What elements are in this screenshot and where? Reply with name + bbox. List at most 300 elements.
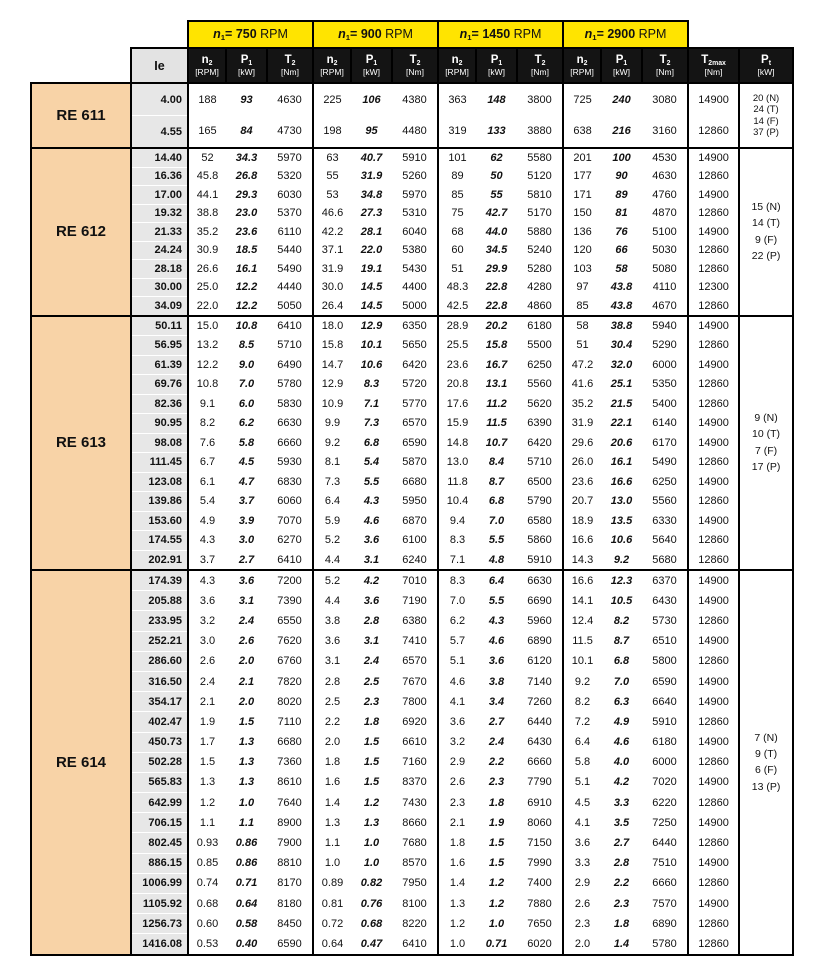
n2-cell: 5.4: [188, 492, 226, 512]
t2-cell: 6110: [277, 225, 302, 238]
t2-cell: 5910: [392, 148, 438, 167]
ie-cell: 21.33: [131, 223, 188, 242]
t2-cell: 7650: [527, 917, 552, 930]
t2-cell: 7150: [527, 837, 552, 850]
col-header-symbol: [602, 54, 641, 67]
column-header-row: [31, 48, 793, 83]
n2-cell: 4.4: [313, 550, 351, 570]
p1-cell: 0.76: [360, 897, 383, 910]
n2-cell: 101: [438, 148, 476, 167]
col-header-symbol: [439, 54, 475, 67]
n2-cell: 136: [563, 223, 601, 242]
p1-cell: 26.8: [235, 170, 258, 183]
t2-cell: 5560: [527, 378, 552, 391]
ie-cell: 174.39: [131, 570, 188, 591]
t2-cell: 7260: [527, 695, 552, 708]
p1-cell: 4.0: [613, 756, 630, 769]
symbol-base: T: [284, 54, 292, 67]
t2-cell: 5380: [402, 244, 427, 257]
n2-cell: 2.3: [563, 914, 601, 934]
t2-cell: 6000: [652, 756, 677, 769]
t2max-cell: 12860: [688, 204, 739, 223]
pt-cell: [739, 316, 793, 571]
symbol-subscript: 1: [623, 60, 628, 68]
pt-line: 15 (N): [751, 201, 781, 214]
t2-cell: 6570: [402, 417, 427, 430]
t2-cell: 6440: [527, 715, 552, 728]
pt-line: 22 (P): [751, 250, 781, 263]
ie-cell: 1006.99: [131, 873, 188, 893]
p1-cell: 29.9: [485, 262, 508, 275]
t2-cell: 6660: [277, 436, 302, 449]
t2-cell: 6830: [277, 475, 302, 488]
n2-cell: 35.2: [563, 394, 601, 414]
n2-cell: 63: [313, 148, 351, 167]
n2-cell: 10.9: [313, 394, 351, 414]
t2-cell: 6030: [277, 188, 302, 201]
p1-cell: 1.0: [363, 857, 380, 870]
n2-cell: 22.0: [188, 297, 226, 316]
n2-cell: 171: [563, 186, 601, 205]
p1-cell: 38.8: [601, 316, 642, 336]
table-row: [31, 732, 793, 752]
p1-cell: 1.8: [363, 715, 380, 728]
n2-cell: 0.64: [313, 934, 351, 955]
p1-cell: 4.3: [363, 495, 380, 508]
p1-cell: 3.9: [238, 514, 255, 527]
t2-cell: 5940: [642, 316, 688, 336]
n2-cell: 4.4: [313, 591, 351, 611]
p1-cell: 8.3: [363, 378, 380, 391]
p1-cell: 6.8: [488, 495, 505, 508]
table-row: [31, 148, 793, 167]
p1-cell: 2.2: [613, 877, 630, 890]
n2-cell: 3.3: [563, 853, 601, 873]
ie-cell: 886.15: [131, 853, 188, 873]
n2-cell: 2.6: [563, 894, 601, 914]
n2-cell: 1.0: [313, 853, 351, 873]
ie-cell: 82.36: [131, 394, 188, 414]
t2-cell: 7190: [402, 594, 427, 607]
p1-cell: 1.3: [238, 776, 255, 789]
t2-cell: 5830: [277, 397, 302, 410]
n2-cell: 25.5: [438, 336, 476, 356]
t2-cell: 6630: [517, 570, 563, 591]
t2-cell: 6570: [402, 655, 427, 668]
t2-cell: 5970: [267, 148, 313, 167]
ie-cell: 4.55: [131, 116, 188, 149]
t2-cell: 6410: [267, 316, 313, 336]
n2-cell: 25.0: [188, 278, 226, 297]
p1-cell: 10.6: [610, 534, 633, 547]
p1-cell: 8.7: [613, 635, 630, 648]
t2-cell: 7790: [527, 776, 552, 789]
pt-line: 7 (N): [754, 731, 778, 744]
n2-cell: 2.0: [563, 934, 601, 955]
t2-cell: 7620: [277, 635, 302, 648]
table-body: [31, 83, 793, 955]
p1-cell: 2.0: [238, 695, 255, 708]
col-header-symbol: [564, 54, 600, 67]
p1-cell: 3.4: [488, 695, 505, 708]
ie-cell: 450.73: [131, 732, 188, 752]
t2-cell: 7820: [277, 675, 302, 688]
p1-cell: 3.1: [363, 635, 380, 648]
p1-cell: 2.4: [363, 655, 380, 668]
t2-cell: 5800: [652, 655, 677, 668]
t2max-cell: 12860: [688, 453, 739, 473]
t2-cell: 5580: [517, 148, 563, 167]
n1-symbol: n: [459, 26, 468, 41]
table-row: [31, 793, 793, 813]
t2-cell: 4760: [652, 188, 677, 201]
p1-cell: 8.4: [488, 456, 505, 469]
n2-cell: 12.4: [563, 611, 601, 631]
p1-cell: 100: [601, 148, 642, 167]
n2-cell: 8.1: [313, 453, 351, 473]
t2-cell: 5960: [527, 614, 552, 627]
table-row: [31, 692, 793, 712]
symbol-base: T: [534, 54, 542, 67]
n2-cell: 2.9: [563, 873, 601, 893]
t2-cell: 5350: [652, 378, 677, 391]
t2max-cell: 12860: [688, 934, 739, 955]
table-row: [31, 83, 793, 116]
model-header-spacer: [31, 48, 131, 83]
p1-cell: 106: [351, 83, 392, 116]
t2-cell: 6440: [652, 837, 677, 850]
t2-cell: 7640: [277, 796, 302, 809]
n2-cell: 3.2: [438, 732, 476, 752]
p1-cell: 7.0: [613, 675, 630, 688]
n1-symbol: n: [338, 26, 346, 41]
col-header-unit: [Nm]: [656, 66, 674, 77]
ratings-table: [30, 20, 794, 956]
p1-cell: 1.3: [363, 816, 380, 829]
p1-cell: 16.6: [610, 475, 633, 488]
ie-cell: 90.95: [131, 414, 188, 434]
p1-cell: 29.3: [235, 188, 258, 201]
ie-cell: 34.09: [131, 297, 188, 316]
n2-cell: 0.60: [188, 914, 226, 934]
table-header: [31, 21, 793, 83]
n2-cell: 1.9: [188, 712, 226, 732]
t2max-cell: 12860: [688, 492, 739, 512]
t2-cell: 5370: [277, 207, 302, 220]
n2-cell: 23.6: [563, 472, 601, 492]
pt-line: 14 (T): [752, 217, 781, 230]
p1-cell: 2.3: [363, 695, 380, 708]
n2-cell: 51: [563, 336, 601, 356]
t2-cell: 4480: [402, 125, 427, 138]
n2-cell: 1.6: [313, 772, 351, 792]
p1-cell: 10.5: [610, 594, 633, 607]
table-row: [31, 414, 793, 434]
n2-cell: 75: [438, 204, 476, 223]
col-header-unit: [Nm]: [281, 66, 299, 77]
p1-cell: 6.8: [363, 436, 380, 449]
t2-cell: 5680: [652, 553, 677, 566]
p1-cell: 1.1: [238, 816, 255, 829]
p1-cell: 1.0: [238, 796, 255, 809]
ie-cell: 24.24: [131, 241, 188, 260]
symbol-base: P: [240, 54, 249, 67]
t2-cell: 4630: [267, 83, 313, 116]
t2-cell: 4400: [402, 281, 427, 294]
col-header-t2: [517, 48, 563, 83]
n2-cell: 5.2: [313, 531, 351, 551]
p1-cell: 1.8: [613, 917, 630, 930]
n2-cell: 30.9: [188, 241, 226, 260]
p1-cell: 11.2: [486, 397, 507, 410]
t2max-cell: 14900: [688, 83, 739, 116]
n2-cell: 17.6: [438, 394, 476, 414]
p1-cell: 0.64: [235, 897, 258, 910]
p1-cell: 0.47: [351, 934, 392, 955]
p1-cell: 133: [487, 125, 506, 138]
n1-symbol: n: [584, 26, 593, 41]
t2-cell: 6370: [642, 570, 688, 591]
p1-cell: 11.5: [486, 417, 507, 430]
t2-cell: 6660: [527, 756, 552, 769]
t2-cell: 5910: [527, 553, 552, 566]
p1-cell: 22.1: [610, 417, 633, 430]
t2max-cell: 12860: [688, 394, 739, 414]
t2-cell: 6120: [527, 655, 552, 668]
ie-cell: 50.11: [131, 316, 188, 336]
t2max-cell: 12860: [688, 260, 739, 279]
col-header-unit: [Nm]: [406, 66, 424, 77]
n2-cell: 51: [438, 260, 476, 279]
speed-band-header: [188, 21, 313, 48]
table-row: [31, 772, 793, 792]
n2-cell: 60: [438, 241, 476, 260]
col-header-symbol: [393, 54, 437, 67]
n2-cell: 725: [563, 83, 601, 116]
n2-cell: 1.8: [438, 833, 476, 853]
p1-cell: 4.6: [488, 635, 505, 648]
p1-cell: 16.1: [610, 456, 633, 469]
p1-cell: 5.8: [238, 436, 255, 449]
n2-cell: 8.3: [438, 531, 476, 551]
pt-line: 6 (F): [754, 764, 778, 777]
t2-cell: 6430: [527, 736, 552, 749]
col-header-n2: [563, 48, 601, 83]
n2-cell: 6.1: [188, 472, 226, 492]
t2-cell: 7390: [277, 594, 302, 607]
symbol-subscript: 2: [583, 60, 588, 68]
col-header-n2: [313, 48, 351, 83]
t2-cell: 5280: [527, 262, 552, 275]
ie-cell: 153.60: [131, 511, 188, 531]
t2-cell: 5240: [527, 244, 552, 257]
p1-cell: 3.5: [613, 816, 630, 829]
p1-cell: 43.8: [610, 299, 633, 312]
p1-cell: 2.8: [363, 614, 380, 627]
col-header-t2max: [688, 48, 739, 83]
p1-cell: 2.7: [488, 715, 505, 728]
pt-line: 9 (F): [754, 233, 778, 246]
ie-cell: 202.91: [131, 550, 188, 570]
p1-cell: 2.6: [238, 635, 255, 648]
n2-cell: 38.8: [188, 204, 226, 223]
t2max-cell: 14900: [688, 433, 739, 453]
p1-cell: 0.68: [360, 917, 383, 930]
n2-cell: 165: [188, 116, 226, 149]
t2max-cell: 12860: [688, 241, 739, 260]
t2max-cell: 14900: [688, 732, 739, 752]
table-row: [31, 355, 793, 375]
p1-cell: 10.6: [360, 358, 383, 371]
n2-cell: 0.89: [313, 873, 351, 893]
n2-cell: 2.0: [313, 732, 351, 752]
symbol-base: P: [761, 54, 769, 67]
p1-cell: 3.6: [363, 594, 380, 607]
symbol-subscript: 2: [208, 60, 213, 68]
t2max-cell: 12860: [688, 297, 739, 316]
p1-cell: 23.0: [235, 207, 258, 220]
p1-cell: 34.5: [485, 244, 508, 257]
n2-cell: 11.5: [563, 631, 601, 651]
n2-cell: 2.4: [188, 671, 226, 691]
t2-cell: 7410: [402, 635, 427, 648]
n2-cell: 5.1: [438, 651, 476, 671]
n2-cell: 31.9: [563, 414, 601, 434]
p1-cell: 2.5: [363, 675, 380, 688]
col-header-t2: [392, 48, 438, 83]
col-header-n2: [188, 48, 226, 83]
t2-cell: 6380: [402, 614, 427, 627]
ie-cell: 706.15: [131, 813, 188, 833]
n2-cell: 120: [563, 241, 601, 260]
n2-cell: 0.53: [188, 934, 226, 955]
n2-cell: 198: [313, 116, 351, 149]
t2-cell: 7800: [402, 695, 427, 708]
t2-cell: 5050: [277, 299, 302, 312]
header-spacer-right: [688, 21, 793, 48]
rpm-unit: RPM: [513, 26, 542, 41]
symbol-base: n: [326, 54, 334, 67]
t2-cell: 5490: [652, 456, 677, 469]
n2-cell: 12.9: [313, 375, 351, 395]
pt-line: 9 (N): [754, 412, 778, 425]
n2-cell: 42.5: [438, 297, 476, 316]
p1-cell: 2.4: [238, 614, 255, 627]
pt-line: 14 (F): [753, 115, 779, 127]
t2max-cell: 14900: [688, 186, 739, 205]
p1-cell: 13.5: [610, 514, 633, 527]
t2-cell: 5910: [652, 715, 677, 728]
col-header-unit: [RPM]: [445, 66, 469, 77]
t2max-cell: 12300: [688, 278, 739, 297]
table-row: [31, 278, 793, 297]
n2-cell: 42.2: [313, 223, 351, 242]
n2-cell: 1.1: [313, 833, 351, 853]
p1-cell: 5.5: [363, 475, 380, 488]
table-row: [31, 712, 793, 732]
p1-cell: 3.7: [238, 495, 255, 508]
t2max-cell: 12860: [688, 336, 739, 356]
p1-cell: 1.8: [488, 796, 505, 809]
n2-cell: 3.0: [188, 631, 226, 651]
ie-cell: 1105.92: [131, 894, 188, 914]
n1-subscript: 1: [592, 33, 597, 43]
n2-cell: 4.6: [438, 671, 476, 691]
p1-cell: 12.2: [235, 299, 258, 312]
pt-line: 7 (F): [754, 444, 778, 457]
t2-cell: 7140: [527, 675, 552, 688]
t2-cell: 7900: [277, 837, 302, 850]
t2-cell: 4670: [652, 299, 677, 312]
n2-cell: 18.0: [313, 316, 351, 336]
table-row: [31, 651, 793, 671]
t2-cell: 5640: [652, 534, 677, 547]
col-header-t2: [267, 48, 313, 83]
t2max-cell: 12860: [688, 116, 739, 149]
t2-cell: 6390: [527, 417, 552, 430]
t2-cell: 5490: [277, 262, 302, 275]
symbol-subscript: 2: [291, 60, 296, 68]
t2max-cell: 12860: [688, 550, 739, 570]
table-row: [31, 550, 793, 570]
n2-cell: 0.72: [313, 914, 351, 934]
p1-cell: 3.8: [488, 675, 505, 688]
n2-cell: 26.6: [188, 260, 226, 279]
n1-subscript: 1: [345, 33, 351, 43]
p1-cell: 0.40: [226, 934, 267, 955]
table-row: [31, 167, 793, 186]
n2-cell: 14.8: [438, 433, 476, 453]
rpm-unit: RPM: [638, 26, 667, 41]
t2max-cell: 14900: [688, 316, 739, 336]
col-header-p1: [226, 48, 267, 83]
t2-cell: 6250: [652, 475, 677, 488]
n2-cell: 7.1: [438, 550, 476, 570]
p1-cell: 240: [601, 83, 642, 116]
t2-cell: 3080: [642, 83, 688, 116]
n2-cell: 20.7: [563, 492, 601, 512]
n2-cell: 15.8: [313, 336, 351, 356]
t2-cell: 4630: [652, 170, 677, 183]
ie-cell: 802.45: [131, 833, 188, 853]
n2-cell: 6.4: [313, 492, 351, 512]
t2max-cell: 12860: [688, 793, 739, 813]
t2-cell: 3880: [527, 125, 552, 138]
p1-cell: 6.2: [238, 417, 255, 430]
t2max-cell: 14900: [688, 853, 739, 873]
p1-cell: 22.0: [360, 244, 383, 257]
n2-cell: 2.6: [188, 651, 226, 671]
p1-cell: 4.5: [238, 456, 255, 469]
t2-cell: 7010: [392, 570, 438, 591]
t2-cell: 5880: [527, 225, 552, 238]
p1-cell: 0.86: [235, 857, 258, 870]
t2-cell: 8020: [277, 695, 302, 708]
n2-cell: 3.1: [313, 651, 351, 671]
p1-cell: 2.1: [238, 675, 255, 688]
ie-cell: 502.28: [131, 752, 188, 772]
n1-subscript: 1: [467, 33, 472, 43]
t2-cell: 5780: [642, 934, 688, 955]
t2-cell: 7160: [402, 756, 427, 769]
n2-cell: 44.1: [188, 186, 226, 205]
t2-cell: 5400: [652, 397, 677, 410]
n2-cell: 26.4: [313, 297, 351, 316]
n2-cell: 9.1: [188, 394, 226, 414]
t2-cell: 5720: [402, 378, 427, 391]
n2-cell: 0.93: [188, 833, 226, 853]
t2-cell: 6240: [402, 553, 427, 566]
